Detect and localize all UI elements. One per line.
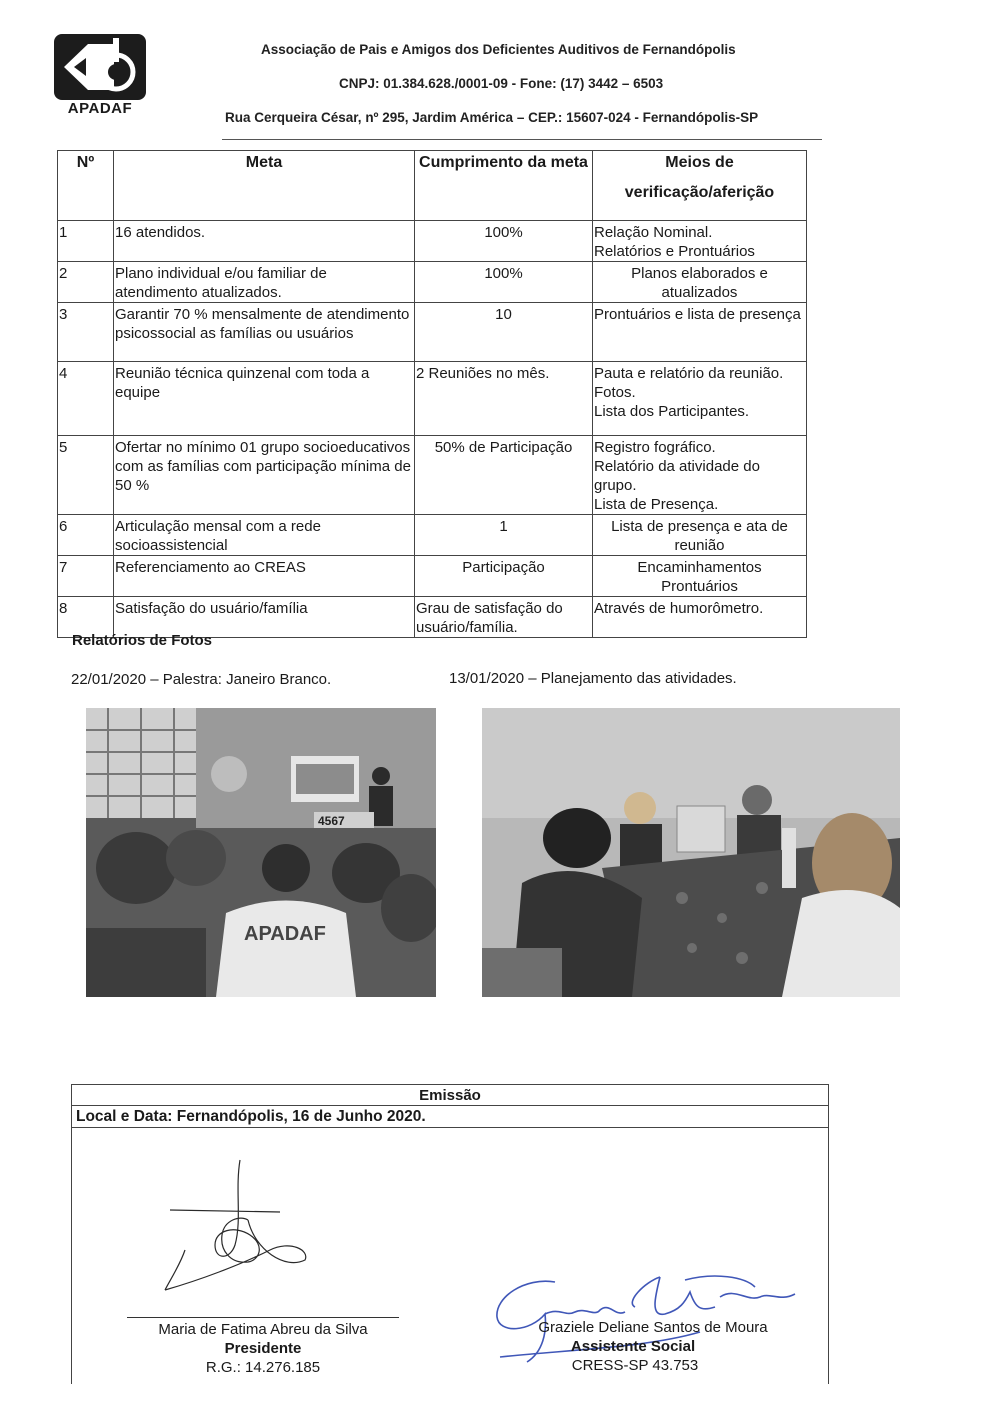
- row-num: 3: [58, 303, 114, 362]
- apadaf-logo: [54, 34, 146, 118]
- row-meios: Encaminhamentos Prontuários: [593, 556, 807, 597]
- row-meta: Reunião técnica quinzenal com toda a equipe: [114, 362, 415, 436]
- row-meios: Lista de presença e ata de reunião: [593, 515, 807, 556]
- header-cumprimento: Cumprimento da meta: [415, 151, 593, 221]
- social-worker-role: Assistente Social: [570, 1338, 696, 1355]
- president-role: Presidente: [224, 1340, 302, 1357]
- row-cumprimento: 100%: [415, 221, 593, 262]
- row-meta: Articulação mensal com a rede socioassistencial: [114, 515, 415, 556]
- photo-planejamento: [482, 708, 900, 997]
- row-num: 5: [58, 436, 114, 515]
- table-row: [58, 303, 807, 362]
- row-num: 2: [58, 262, 114, 303]
- social-worker-cress: CRESS-SP 43.753: [571, 1357, 699, 1374]
- row-num: 6: [58, 515, 114, 556]
- row-meta: Ofertar no mínimo 01 grupo socioeducativos com as famílias com participação mínima de 50 %: [114, 436, 415, 515]
- row-num: 4: [58, 362, 114, 436]
- header-divider: [222, 139, 822, 140]
- palestra-image: [86, 708, 436, 997]
- cnpj-phone: CNPJ: 01.384.628./0001-09 - Fone: (17) 3442 – 6503: [339, 76, 664, 91]
- row-meta: Garantir 70 % mensalmente de atendimento psicossocial as famílias ou usuários: [114, 303, 415, 362]
- row-meios: Relação Nominal. Relatórios e Prontuários: [593, 221, 807, 262]
- header-num: Nº: [58, 151, 114, 221]
- logo-text: APADAF: [67, 100, 133, 117]
- social-worker-signature: [485, 1262, 805, 1372]
- row-cumprimento: 1: [415, 515, 593, 556]
- row-num: 1: [58, 221, 114, 262]
- row-meios: Prontuários e lista de presença: [593, 303, 807, 362]
- row-num: 7: [58, 556, 114, 597]
- row-meta: 16 atendidos.: [114, 221, 415, 262]
- table-row: [58, 515, 807, 556]
- row-cumprimento: 2 Reuniões no mês.: [415, 362, 593, 436]
- table-row: [58, 436, 807, 515]
- row-num: 8: [58, 597, 114, 638]
- row-cumprimento: 50% de Participação: [415, 436, 593, 515]
- ear-sound-icon: [54, 34, 146, 100]
- row-cumprimento: Grau de satisfação do usuário/família.: [415, 597, 593, 638]
- photos-section-title: Relatórios de Fotos: [72, 632, 213, 649]
- address: Rua Cerqueira César, nº 295, Jardim América – CEP.: 15607-024 - Fernandópolis-SP: [225, 110, 759, 125]
- president-signature: [160, 1150, 310, 1300]
- row-cumprimento: 10: [415, 303, 593, 362]
- table-row: [58, 556, 807, 597]
- org-name: Associação de Pais e Amigos dos Deficientes Auditivos de Fernandópolis: [261, 42, 736, 57]
- header-meios: [593, 151, 807, 221]
- row-meios: Através de humorômetro.: [593, 597, 807, 638]
- president-rg: R.G.: 14.276.185: [205, 1359, 321, 1376]
- row-meta: Plano individual e/ou familiar de atendimento atualizados.: [114, 262, 415, 303]
- right-photo-caption: 13/01/2020 – Planejamento das atividades.: [449, 670, 737, 687]
- local-date: Local e Data: Fernandópolis, 16 de Junho 2020.: [72, 1106, 828, 1128]
- row-cumprimento: 100%: [415, 262, 593, 303]
- social-worker-name: Graziele Deliane Santos de Moura: [538, 1319, 768, 1336]
- header-meios-line2: verificação/aferição: [624, 184, 775, 201]
- photo-palestra: [86, 708, 436, 997]
- row-meta: Satisfação do usuário/família: [114, 597, 415, 638]
- row-meta: Referenciamento ao CREAS: [114, 556, 415, 597]
- header-meios-line1: Meios de: [665, 154, 734, 171]
- goals-table: [57, 150, 807, 638]
- logo-emblem: [54, 34, 146, 100]
- table-row: [58, 262, 807, 303]
- table-row: [58, 362, 807, 436]
- row-meios: Planos elaborados e atualizados: [593, 262, 807, 303]
- left-photo-caption: 22/01/2020 – Palestra: Janeiro Branco.: [71, 671, 332, 688]
- row-meios: Registro fográfico. Relatório da atividade do grupo. Lista de Presença.: [593, 436, 807, 515]
- table-header-row: [58, 151, 807, 221]
- emission-title: Emissão: [72, 1085, 828, 1106]
- board-numbers: 4567: [318, 814, 345, 828]
- table-row: [58, 221, 807, 262]
- planejamento-image: [482, 708, 900, 997]
- row-cumprimento: Participação: [415, 556, 593, 597]
- president-signature-line: [127, 1317, 399, 1318]
- president-name: Maria de Fatima Abreu da Silva: [158, 1321, 368, 1338]
- shirt-logo-text: APADAF: [244, 923, 326, 945]
- row-meios: Pauta e relatório da reunião. Fotos. Lista dos Participantes.: [593, 362, 807, 436]
- header-meta: Meta: [114, 151, 415, 221]
